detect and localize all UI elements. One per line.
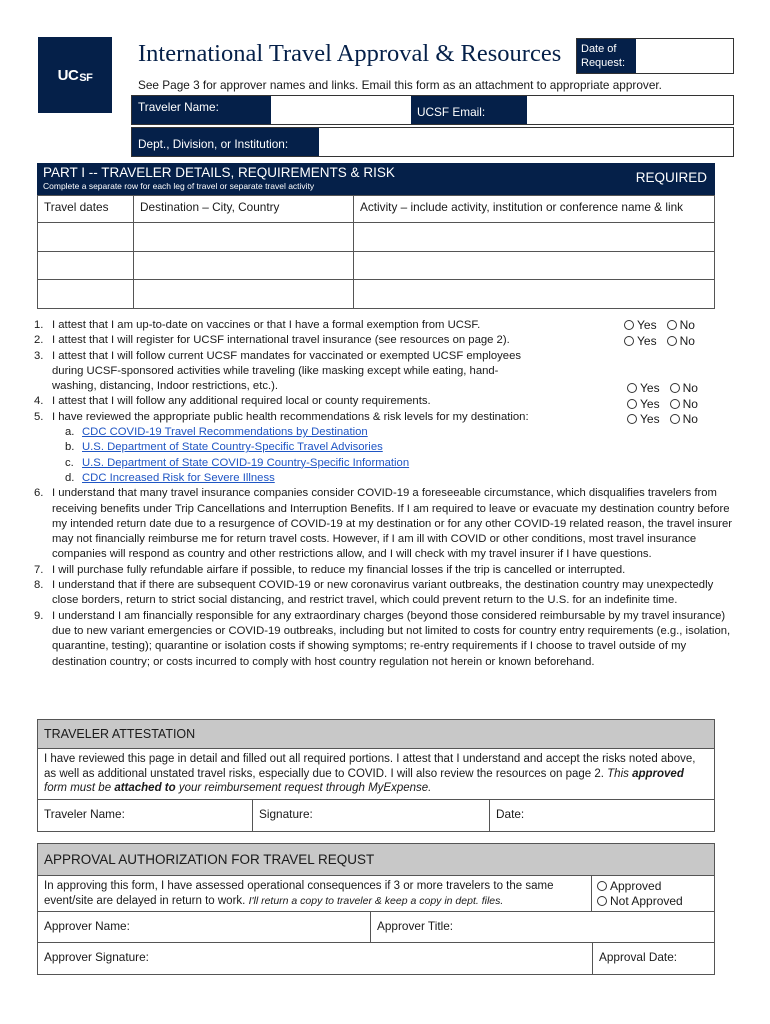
list-item: 7. I will purchase fully refundable airfare if possible, to reduce my financial losses if the trip is cancelled or interrupted. (34, 563, 626, 576)
resource-link-item: d. CDC Increased Risk for Severe Illness (34, 471, 734, 486)
approval-section (37, 843, 715, 975)
list-item: 2. I attest that I will register for UCSF international travel insurance (see resources on page 2). (34, 334, 510, 347)
list-item: 9. I understand I am financially responsible for any extraordinary charges (beyond those considered reimbursable by my travel insurance) due to new variant emergencies or COVID-19 outbreaks, including but not limited to costs for country entry requirements (e.g., isolation, quarantine, testing); quarantine or isolation costs if showing symptoms; re-entry requirements if I choose to travel outside of my destination country; or costs incurred to comply with host country regulation not herein or known beforehand. (34, 609, 731, 668)
resource-link-item: a. CDC COVID-19 Travel Recommendations by Destination (34, 425, 734, 440)
logo-text-sf: SF (79, 72, 93, 84)
radio-circle-icon (597, 896, 607, 906)
traveler-date-field[interactable]: Date: (496, 806, 525, 821)
date-of-request-input[interactable] (636, 39, 733, 73)
item3-no-radio[interactable]: No (670, 381, 698, 395)
traveler-attestation-section (37, 719, 715, 832)
approval-radios (592, 876, 714, 911)
traveler-name-row (131, 95, 734, 125)
approval-date-field[interactable]: Approval Date: (599, 950, 678, 964)
ucsf-logo (38, 37, 112, 113)
col-activity: Activity – include activity, institution or conference name & link (354, 196, 715, 223)
table-cell-input[interactable] (38, 280, 134, 309)
page-title: International Travel Approval & Resources (138, 40, 562, 67)
table-cell-input[interactable] (354, 280, 715, 309)
ucsf-email-label: UCSF Email: (411, 96, 527, 124)
list-item: 8. I understand that if there are subsequent COVID-19 or new coronavirus variant outbreaks, the destination country may unexpectedly close borders, return to strict social distancing, and restrict travel, which could prevent return to the U.S. for an indefinite time. (34, 579, 714, 607)
travel-table (37, 195, 715, 309)
not-approved-radio[interactable]: Not Approved (597, 894, 709, 909)
radio-circle-icon (597, 881, 607, 891)
approver-name-field[interactable]: Approver Name: (38, 912, 371, 942)
list-item: 3. I attest that I will follow current UCSF mandates for vaccinated or exempted UCSF employees during UCSF-sponsored activities while traveling (like masking except while eating, hand-washing, distancing, Indoor restrictions, etc.). (34, 349, 522, 393)
col-destination: Destination – City, Country (134, 196, 354, 223)
resource-link-item: c. U.S. Department of State COVID-19 Country-Specific Information (34, 456, 734, 471)
table-cell-input[interactable] (134, 280, 354, 309)
list-item: 4. I attest that I will follow any additional required local or county requirements. (34, 395, 431, 408)
list-item: 6. I understand that many travel insurance companies consider COVID-19 a foreseeable circumstance, which disqualifies travelers from receiving benefits under Trip Cancellations and Interruption Benefits. If I am required to leave or evacuate my destination country before my intended return date due to a resurgence of COVID-19 at my destination or for any other COVID-19 related reason, the travel insurer may not financially reimburse me for return travel costs. However, if I am ill with COVID or other conditions, most travel insurance companies will respond as country and other restrictions allow, and I will check with my travel insurer if I have questions. (34, 487, 733, 561)
traveler-name-sign-field[interactable]: Traveler Name: (38, 800, 253, 831)
form-instructions: See Page 3 for approver names and links. Email this form as an attachment to appropriate approver. (138, 78, 662, 92)
table-cell-input[interactable] (354, 223, 715, 252)
date-of-request-field[interactable] (576, 38, 734, 74)
item1-yes-radio[interactable]: Yes (624, 318, 657, 332)
cdc-severe-illness-link[interactable]: CDC Increased Risk for Severe Illness (82, 471, 275, 484)
dept-input[interactable] (319, 128, 733, 156)
item4-no-radio[interactable]: No (670, 397, 698, 411)
attestation-text: I have reviewed this page in detail and filled out all required portions. I attest that I understand and accept the risks noted above, as well as additional unstated travel risks, especially due to COVID. I will also review the resources on page 2. This approved form must be attached to your reimbursement request through MyExpense. (38, 749, 714, 800)
date-of-request-label: Date of Request: (577, 39, 636, 73)
approved-radio[interactable]: Approved (597, 879, 709, 894)
traveler-name-input[interactable] (271, 96, 411, 124)
part1-header (37, 163, 715, 195)
dept-row (131, 127, 734, 157)
dept-label: Dept., Division, or Institution: (132, 128, 319, 156)
approver-title-field[interactable]: Approver Title: (377, 919, 454, 933)
ucsf-email-input[interactable] (527, 96, 733, 124)
table-cell-input[interactable] (354, 251, 715, 280)
item1-no-radio[interactable]: No (667, 318, 695, 332)
state-advisories-link[interactable]: U.S. Department of State Country-Specific Travel Advisories (82, 441, 383, 454)
cdc-travel-link[interactable]: CDC COVID-19 Travel Recommendations by Destination (82, 426, 368, 439)
state-covid-info-link[interactable]: U.S. Department of State COVID-19 Country-Specific Information (82, 456, 410, 469)
item2-yes-radio[interactable]: Yes (624, 334, 657, 348)
list-item: 5. I have reviewed the appropriate public health recommendations & risk levels for my destination: (34, 410, 529, 423)
table-cell-input[interactable] (134, 251, 354, 280)
table-cell-input[interactable] (134, 223, 354, 252)
table-cell-input[interactable] (38, 223, 134, 252)
approval-text: In approving this form, I have assessed operational consequences if 3 or more travelers to the same event/site are delayed in return to work. I'll return a copy to traveler & keep a copy in dept. files. (38, 876, 592, 911)
required-badge: REQUIRED (635, 170, 707, 185)
list-item: 1. I attest that I am up-to-date on vaccines or that I have a formal exemption from UCSF. (34, 319, 481, 331)
attestation-title: TRAVELER ATTESTATION (38, 720, 714, 749)
col-travel-dates: Travel dates (38, 196, 134, 223)
approval-title: APPROVAL AUTHORIZATION FOR TRAVEL REQUST (38, 844, 714, 876)
item3-yes-radio[interactable]: Yes (627, 381, 660, 395)
item5-no-radio[interactable]: No (670, 412, 698, 426)
approver-signature-field[interactable]: Approver Signature: (38, 943, 593, 974)
traveler-signature-field[interactable]: Signature: (253, 800, 490, 831)
requirements-list (34, 318, 734, 670)
item4-yes-radio[interactable]: Yes (627, 397, 660, 411)
part1-title: PART I -- TRAVELER DETAILS, REQUIREMENTS & RISK (43, 165, 395, 180)
item5-yes-radio[interactable]: Yes (627, 412, 660, 426)
item2-no-radio[interactable]: No (667, 334, 695, 348)
logo-text: UC (57, 66, 79, 84)
table-cell-input[interactable] (38, 251, 134, 280)
part1-subtitle: Complete a separate row for each leg of travel or separate travel activity (43, 181, 315, 191)
traveler-name-label: Traveler Name: (132, 96, 271, 124)
resource-link-item: b. U.S. Department of State Country-Specific Travel Advisories (34, 440, 734, 455)
